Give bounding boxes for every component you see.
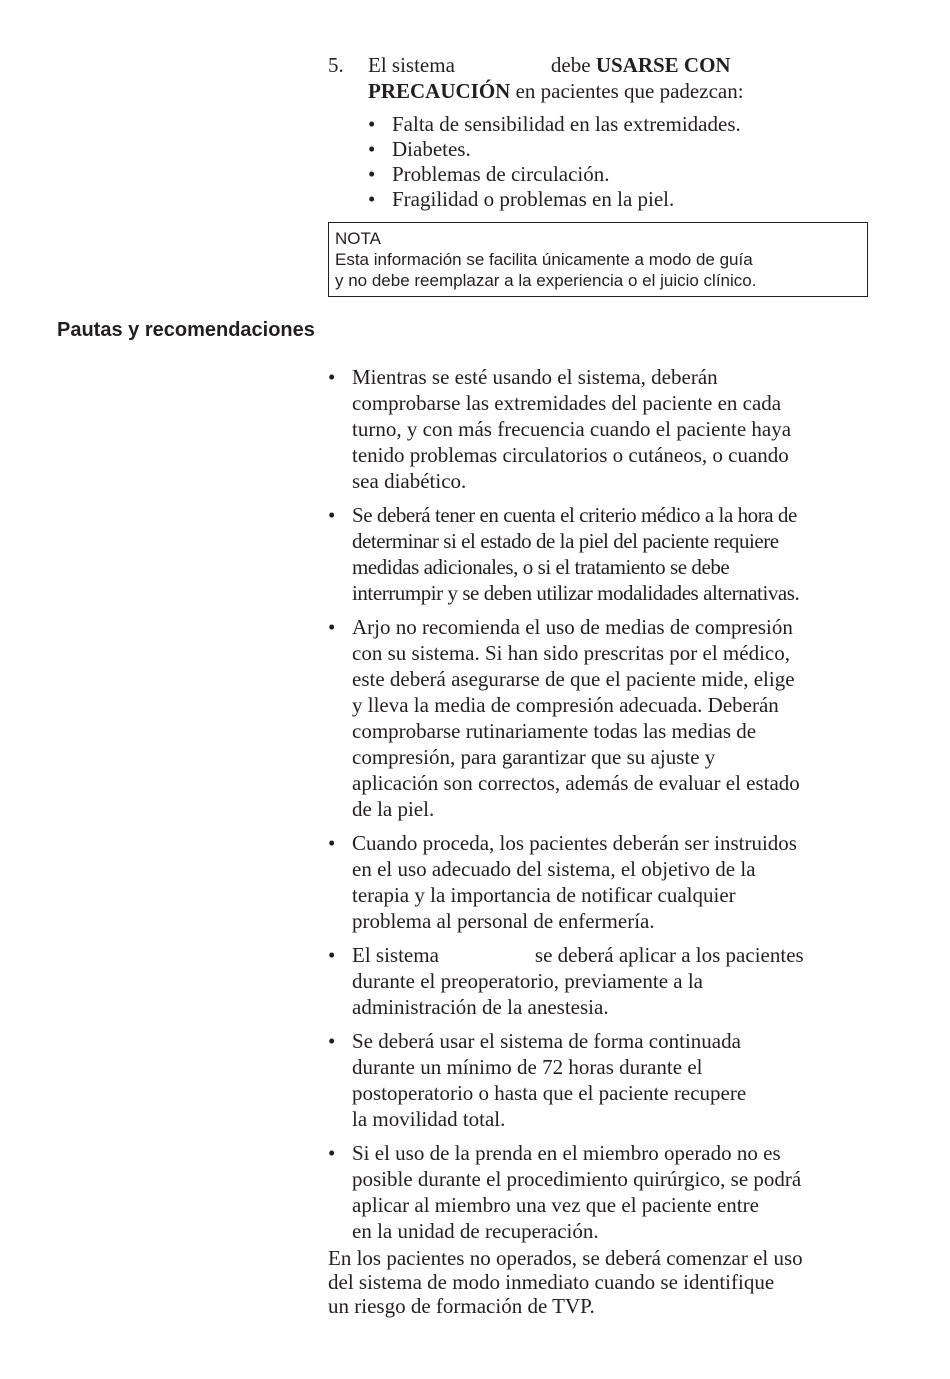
condition-item: • Diabetes. bbox=[368, 137, 471, 161]
section-heading: Pautas y recomendaciones bbox=[57, 319, 315, 341]
note-title: NOTA bbox=[335, 229, 381, 248]
condition-item: • Falta de sensibilidad en las extremidades. bbox=[368, 112, 741, 136]
bullet-icon: • bbox=[368, 137, 376, 161]
recommendation-item: • Se deberá tener en cuenta el criterio médico a la hora de determinar si el estado de la piel del paciente requiere medidas adicionales, o si el tratamiento se debe interrumpir y se deben utilizar modalidades alternativas. bbox=[328, 503, 800, 605]
recommendation-item: • Mientras se esté usando el sistema, deberán comprobarse las extremidades del paciente en cada turno, y con más frecuencia cuando el paciente haya tenido problemas circulatorios o cutáneos, o cuando sea diabético. bbox=[328, 365, 792, 493]
condition-item: • Fragilidad o problemas en la piel. bbox=[368, 187, 675, 211]
note-line: Esta información se facilita únicamente a modo de guía bbox=[335, 250, 753, 269]
bullet-icon: • bbox=[328, 831, 336, 855]
recommendation-item: • Se deberá usar el sistema de forma continuada durante un mínimo de 72 horas durante el postoperatorio o hasta que el paciente recupere la movilidad total. bbox=[328, 1029, 747, 1131]
note-box bbox=[328, 222, 868, 297]
note-line: y no debe reemplazar a la experiencia o el juicio clínico. bbox=[335, 271, 757, 290]
recommendation-item: • Arjo no recomienda el uso de medias de compresión con su sistema. Si han sido prescritas por el médico, este deberá asegurarse de que el paciente mide, elige y lleva la media de compresión adecuada. Deberán comprobarse rutinariamente todas las medias de compresión, para garantizar que su ajuste y aplicación son correctos, además de evaluar el estado de la piel. bbox=[328, 615, 800, 821]
bullet-icon: • bbox=[368, 162, 376, 186]
bullet-icon: • bbox=[328, 1029, 336, 1053]
bullet-icon: • bbox=[328, 503, 336, 527]
conditions-list bbox=[328, 112, 868, 212]
bullet-icon: • bbox=[328, 943, 336, 967]
bullet-icon: • bbox=[368, 112, 376, 136]
item-5-text: El sistema debe USARSE CON PRECAUCIÓN en pacientes que padezcan: bbox=[368, 53, 744, 103]
bullet-icon: • bbox=[328, 1141, 336, 1165]
bullet-icon: • bbox=[328, 615, 336, 639]
list-item-5 bbox=[328, 52, 868, 212]
recommendation-item: • Cuando proceda, los pacientes deberán ser instruidos en el uso adecuado del sistema, el objetivo de la terapia y la importancia de notificar cualquier problema al personal de enfermería. bbox=[328, 831, 797, 933]
recommendation-item: • El sistema se deberá aplicar a los pacientes durante el preoperatorio, previamente a la administración de la anestesia. bbox=[328, 943, 804, 1019]
recommendations-list bbox=[328, 364, 873, 1252]
closing-paragraph: En los pacientes no operados, se deberá comenzar el uso del sistema de modo inmediato cuando se identifique un riesgo de formación de TVP. bbox=[328, 1246, 803, 1318]
bullet-icon: • bbox=[328, 365, 336, 389]
condition-item: • Problemas de circulación. bbox=[368, 162, 610, 186]
bullet-icon: • bbox=[368, 187, 376, 211]
recommendation-item: • Si el uso de la prenda en el miembro operado no es posible durante el procedimiento quirúrgico, se podrá aplicar al miembro una vez que el paciente entre en la unidad de recuperación. bbox=[328, 1141, 802, 1243]
item-number: 5. bbox=[328, 53, 344, 77]
